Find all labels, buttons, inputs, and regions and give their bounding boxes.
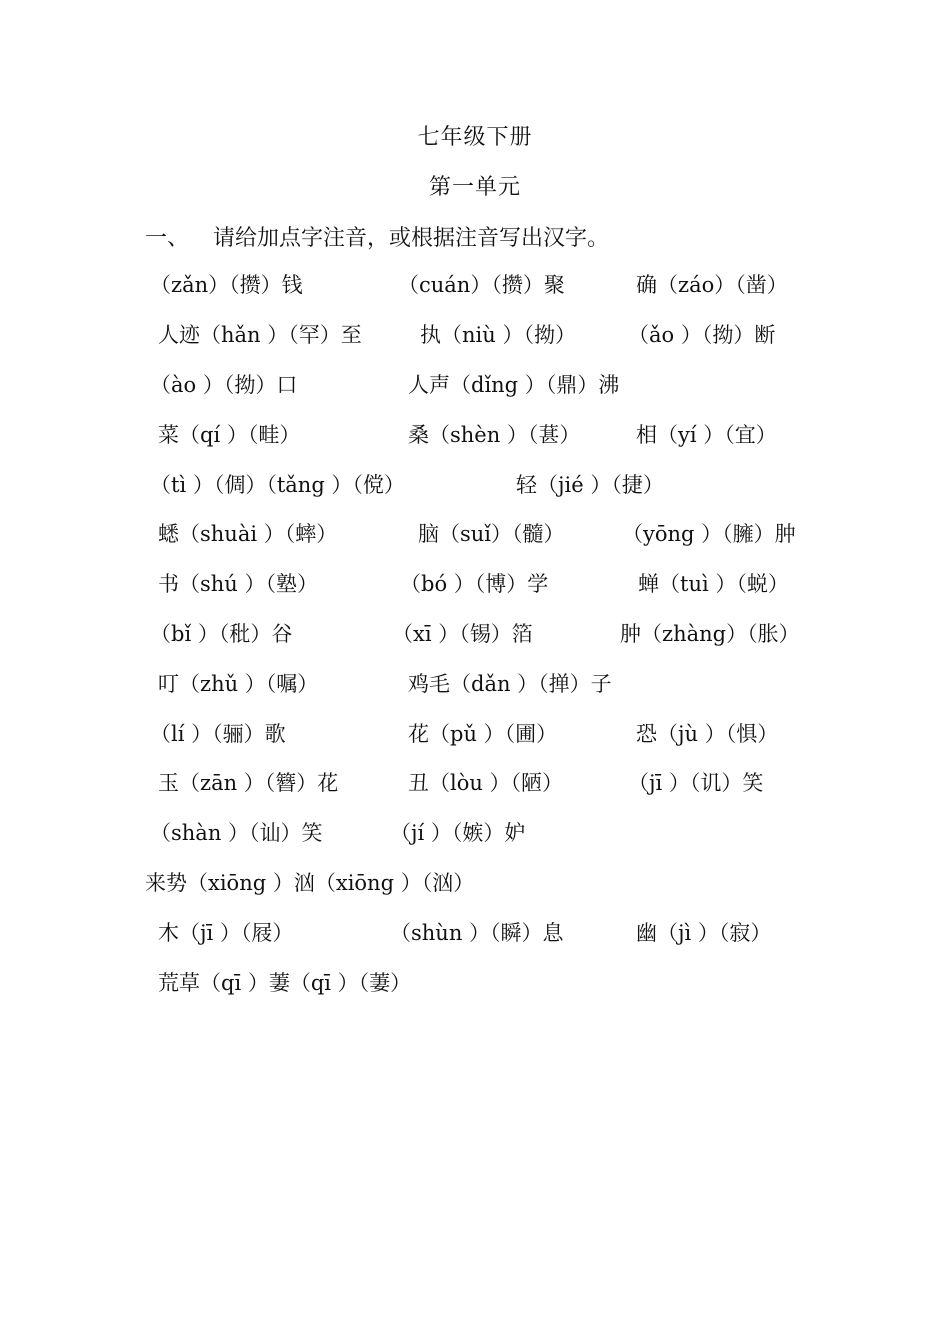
row-4 xyxy=(0,419,950,449)
row-14 xyxy=(0,917,950,947)
question-item: （xī ）（锡）箔 xyxy=(392,622,533,646)
question-item: 确（záo）（凿） xyxy=(636,273,788,297)
instruction xyxy=(145,221,609,252)
row-10 xyxy=(0,718,950,748)
question-item: （jí ）（嫉）妒 xyxy=(390,821,526,845)
row-12 xyxy=(0,817,950,847)
question-item: 叮（zhǔ ）（嘱） xyxy=(158,672,319,696)
question-item: （shùn ）（瞬）息 xyxy=(390,921,564,945)
question-item: （jī ）（讥）笑 xyxy=(628,771,764,795)
question-item: （zǎn）（攒）钱 xyxy=(150,273,303,297)
question-item: （bó ）（博）学 xyxy=(400,572,549,596)
question-item: 鸡毛（dǎn ）（掸）子 xyxy=(408,672,612,696)
question-item: 书（shú ）（塾） xyxy=(158,572,319,596)
question-item: （bǐ ）（秕）谷 xyxy=(150,622,293,646)
question-item: 轻（jié ）（捷） xyxy=(516,473,664,497)
question-item: 蝉（tuì ）（蜕） xyxy=(638,572,789,596)
row-5 xyxy=(0,469,950,499)
question-item: （ǎo ）（拗）断 xyxy=(628,323,776,347)
question-item: （shàn ）（讪）笑 xyxy=(150,821,323,845)
row-6 xyxy=(0,518,950,548)
row-7 xyxy=(0,568,950,598)
question-item: （yōng ）（臃）肿 xyxy=(622,522,796,546)
question-item: 执（niù ）（拗） xyxy=(420,323,576,347)
row-8 xyxy=(0,618,950,648)
row-11 xyxy=(0,767,950,797)
page-title: 七年级下册 xyxy=(417,125,533,150)
unit-title: 第一单元 xyxy=(428,175,521,200)
instruction-text: 请给加点字注音，或根据注音写出汉字。 xyxy=(213,226,610,251)
question-item: 桑（shèn ）（葚） xyxy=(408,423,581,447)
row-3 xyxy=(0,369,950,399)
question-item: 肿（zhàng）（胀） xyxy=(620,622,800,646)
question-item: 来势（xiōng ）汹（xiōng ）（汹） xyxy=(145,871,475,895)
question-item: 恐（jù ）（惧） xyxy=(636,722,779,746)
row-13 xyxy=(0,867,950,897)
question-item: 蟋（shuài ）（蟀） xyxy=(158,522,338,546)
row-9 xyxy=(0,668,950,698)
question-item: 花（pǔ ）（圃） xyxy=(408,722,558,746)
row-15 xyxy=(0,967,950,997)
question-item: 木（jī ）（屐） xyxy=(158,921,294,945)
question-item: （tì ）（倜）（tǎng ）（傥） xyxy=(150,473,405,497)
question-item: （ào ）（拗）口 xyxy=(150,373,298,397)
question-item: 相（yí ）（宜） xyxy=(636,423,777,447)
row-2 xyxy=(0,319,950,349)
question-item: 人声（dǐng ）（鼎）沸 xyxy=(408,373,620,397)
row-1 xyxy=(0,269,950,299)
question-item: 丑（lòu ）（陋） xyxy=(408,771,564,795)
question-item: 菜（qí ）（畦） xyxy=(158,423,301,447)
instruction-number: 一、 xyxy=(145,226,190,251)
question-item: 人迹（hǎn ）（罕）至 xyxy=(158,323,362,347)
question-item: 玉（zān ）（簪）花 xyxy=(158,771,339,795)
question-item: 脑（suǐ）（髓） xyxy=(418,522,565,546)
question-item: 幽（jì ）（寂） xyxy=(636,921,772,945)
question-item: （lí ）（骊）歌 xyxy=(150,722,286,746)
question-item: （cuán）（攒）聚 xyxy=(398,273,565,297)
question-item: 荒草（qī ）萋（qī ）（萋） xyxy=(158,971,412,995)
